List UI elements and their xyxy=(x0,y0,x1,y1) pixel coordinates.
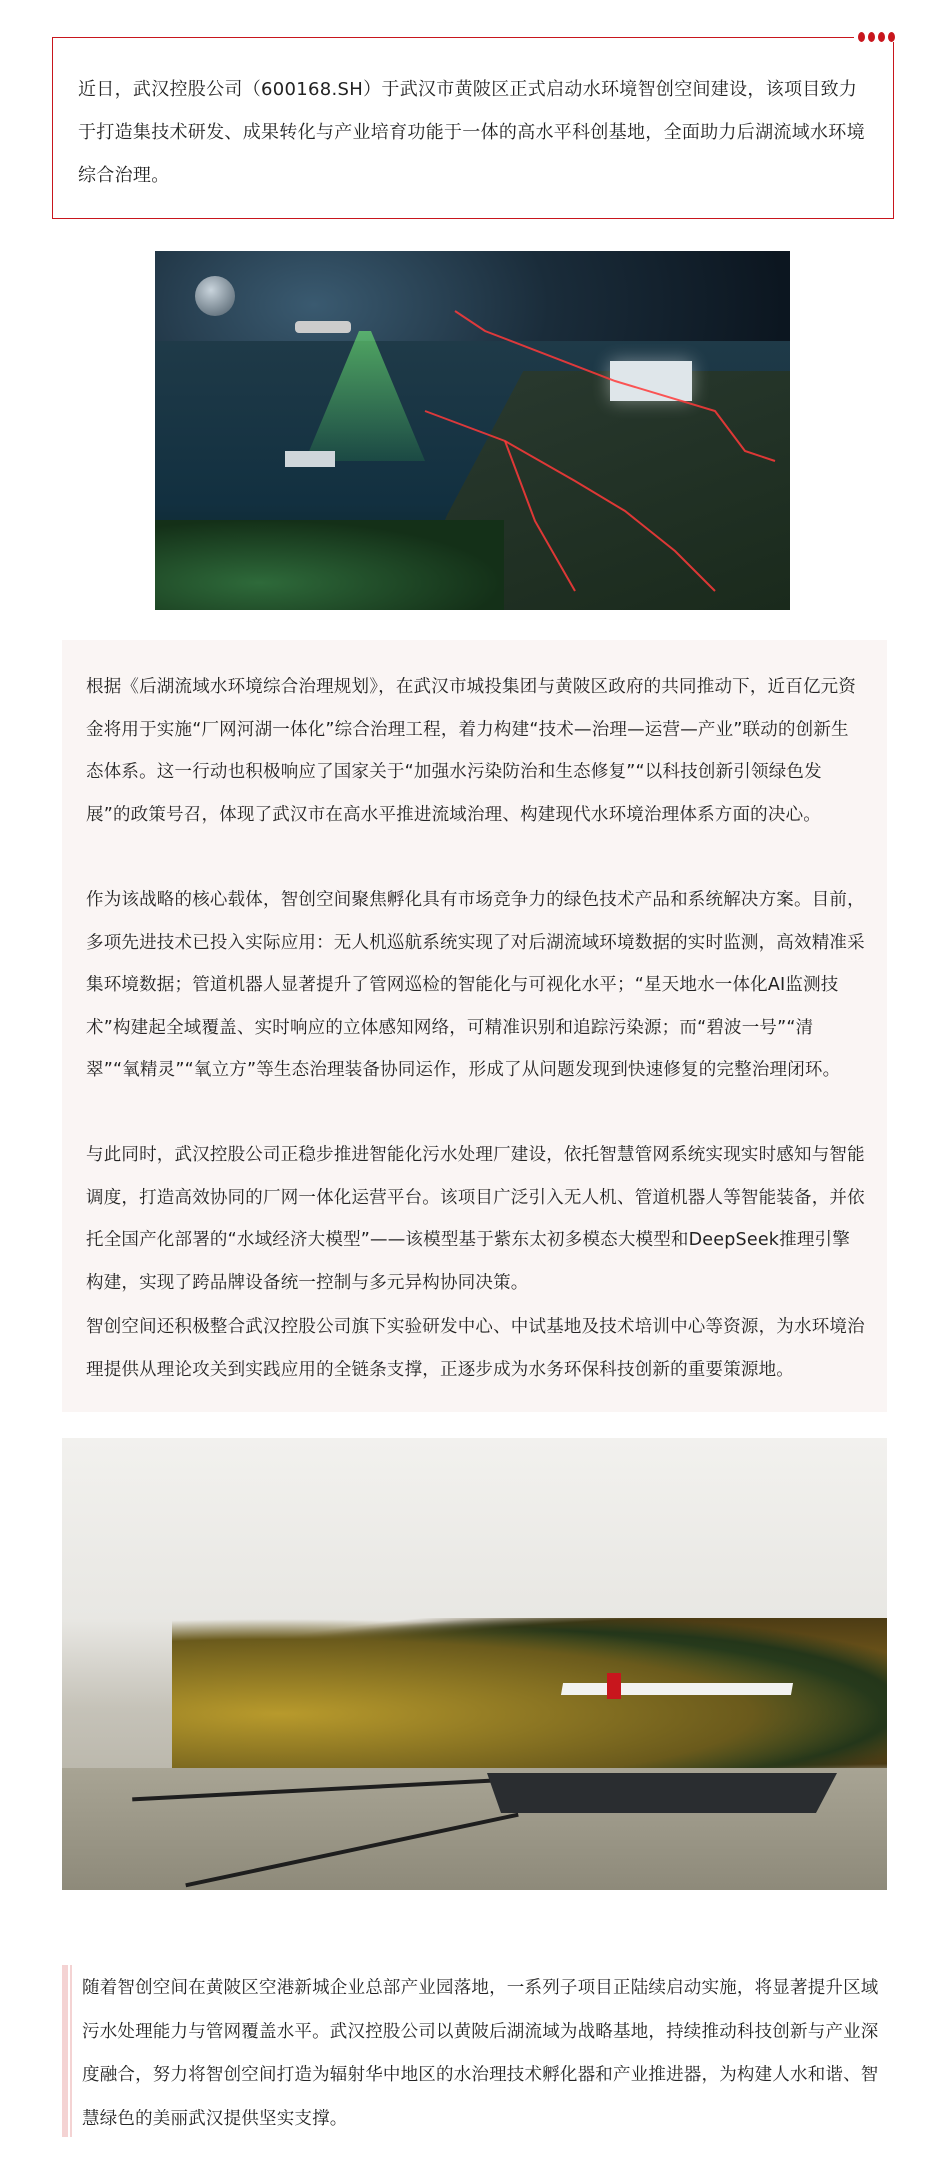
smart-water-monitoring-illustration xyxy=(155,251,790,610)
paragraph: 作为该战略的核心载体，智创空间聚焦孵化具有市场竞争力的绿色技术产品和系统解决方案。目前，多项先进技术已投入实际应用：无人机巡航系统实现了对后湖流域环境数据的实时监测，高效精准采集环境数据；管道机器人显著提升了管网巡检的智能化与可视化水平；“星天地水一体化AI监测技术”构建起全域覆盖、实时响应的立体感知网络，可精准识别和追踪污染源；而“碧波一号”“清翠”“氧精灵”“氧立方”等生态治理装备协同运作，形成了从问题发现到快速修复的完整治理闭环。 xyxy=(86,890,865,1080)
intro-text: 近日，武汉控股公司（600168.SH）于武汉市黄陂区正式启动水环境智创空间建设，该项目致力于打造集技术研发、成果转化与产业培育功能于一体的高水平科创基地，全面助力后湖流域水环境综合治理。 xyxy=(78,79,865,186)
quote-bar xyxy=(62,1965,68,2137)
article-panel xyxy=(62,640,887,1412)
lake-treatment-boat-photo xyxy=(62,1438,887,1890)
sensor-network-lines xyxy=(155,251,790,610)
paragraph: 根据《后湖流域水环境综合治理规划》，在武汉市城投集团与黄陂区政府的共同推动下，近百亿元资金将用于实施“厂网河湖一体化”综合治理工程，着力构建“技术—治理—运营—产业”联动的创新生态体系。这一行动也积极响应了国家关于“加强水污染防治和生态修复”“以科技创新引领绿色发展”的政策号召，体现了武汉市在高水平推进流域治理、构建现代水环境治理体系方面的决心。 xyxy=(86,677,857,825)
closing-quote xyxy=(62,1965,887,2137)
treatment-boat xyxy=(487,1773,837,1813)
paragraph: 与此同时，武汉控股公司正稳步推进智能化污水处理厂建设，依托智慧管网系统实现实时感知与智能调度，打造高效协同的厂网一体化运营平台。该项目广泛引入无人机、管道机器人等智能装备，并依托全国产化部署的“水域经济大模型”——该模型基于紫东太初多模态大模型和DeepSeek推理引擎构建，实现了跨品牌设备统一控制与多元异构协同决策。 xyxy=(86,1145,865,1293)
intro-box xyxy=(52,37,894,219)
closing-text: 随着智创空间在黄陂区空港新城企业总部产业园落地，一系列子项目正陆续启动实施，将显著提升区域污水处理能力与管网覆盖水平。武汉控股公司以黄陂后湖流域为战略基地，持续推动科技创新与产业深度融合，努力将智创空间打造为辐射华中地区的水治理技术孵化器和产业推进器，为构建人水和谐、智慧绿色的美丽武汉提供坚实支撑。 xyxy=(82,1978,879,2129)
decorative-dots xyxy=(854,32,899,42)
paragraph: 智创空间还积极整合武汉控股公司旗下实验研发中心、中试基地及技术培训中心等资源，为水环境治理提供从理论攻关到实践应用的全链条支撑，正逐步成为水务环保科技创新的重要策源地。 xyxy=(86,1317,865,1380)
